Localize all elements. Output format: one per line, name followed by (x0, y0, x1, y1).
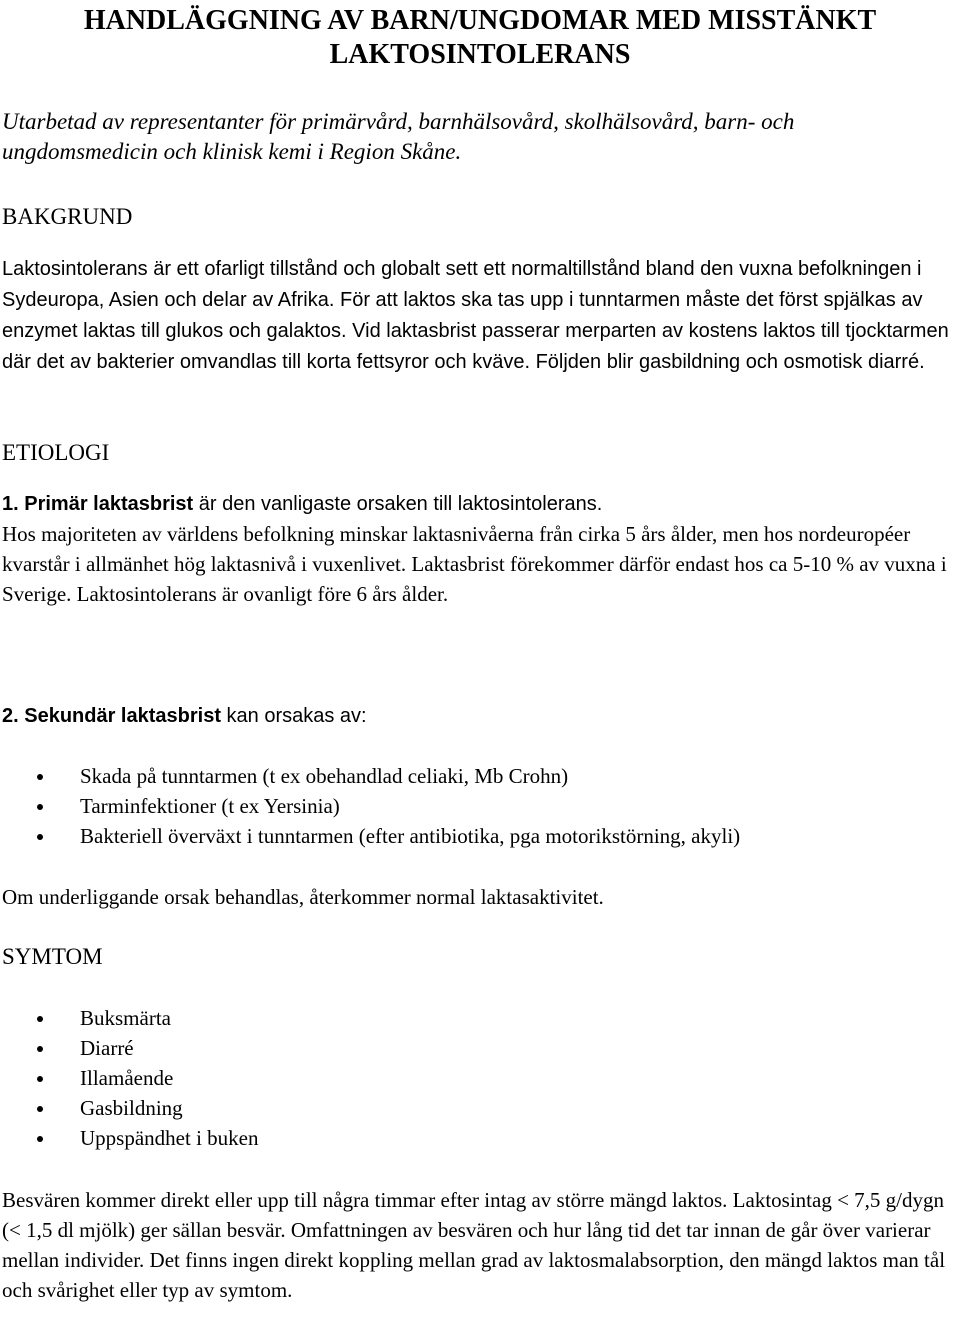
list-item (0, 761, 740, 791)
heading-symtom: SYMTOM (2, 944, 103, 969)
list-item (0, 1063, 258, 1093)
list-item (0, 1093, 258, 1123)
list-item-text: Gasbildning (80, 1096, 183, 1120)
bullet-icon (37, 1076, 43, 1082)
primary-deficiency-line (2, 489, 957, 519)
bullet-icon (37, 1046, 43, 1052)
list-item-text: Bakteriell överväxt i tunntarmen (efter antibiotika, pga motorikstörning, akyli) (80, 824, 741, 848)
list-item (0, 821, 740, 851)
primary-deficiency-rest: är den vanligaste orsaken till laktosintolerans. (193, 493, 603, 515)
document-subtitle: Utarbetad av representanter för primärvård, barnhälsovård, skolhälsovård, barn- och ungdomsmedicin och klinisk kemi i Region Skåne. (2, 109, 795, 164)
bakgrund-text: Laktosintolerans är ett ofarligt tillstånd och globalt sett ett normaltillstånd bland den vuxna befolkningen i Sydeuropa, Asien och delar av Afrika. För att laktos ska tas upp i tunntarmen måste det först spjälkas av enzymet laktas till glukos och galaktos. Vid laktasbrist passerar merparten av kostens laktos till tjocktarmen där det av bakterier omvandlas till korta fettsyror och kväve. Följden blir gasbildning och osmotisk diarré. (2, 258, 949, 373)
secondary-causes-list (0, 761, 740, 851)
list-item-text: Buksmärta (80, 1006, 171, 1030)
bullet-icon (37, 1016, 43, 1022)
primary-deficiency-label: 1. Primär laktasbrist (2, 493, 194, 515)
list-item (0, 1003, 258, 1033)
title-line-1: HANDLÄGGNING AV BARN/UNGDOMAR MED MISSTÄNKT (83, 5, 877, 36)
list-item-text: Illamående (80, 1066, 174, 1090)
secondary-deficiency-rest: kan orsakas av: (220, 705, 367, 727)
heading-bakgrund: BAKGRUND (2, 204, 133, 229)
list-item-text: Uppspändhet i buken (80, 1126, 259, 1150)
symptom-list (0, 1003, 258, 1153)
bullet-icon (37, 804, 43, 810)
list-item (0, 1123, 258, 1153)
symptom-text: Besvären kommer direkt eller upp till några timmar efter intag av större mängd laktos. Laktosintag < 7,5 g/dygn (< 1,5 dl mjölk) ger sällan besvär. Omfattningen av besvären och hur lång tid det tar innan de går över varierar mellan individer. Det finns ingen direkt koppling mellan grad av laktosmalabsorption, den mängd laktos man tål och svårighet eller typ av symtom. (2, 1188, 946, 1302)
bullet-icon (37, 1136, 43, 1142)
secondary-note: Om underliggande orsak behandlas, återkommer normal laktasaktivitet. (2, 885, 604, 909)
list-item (0, 1033, 258, 1063)
secondary-deficiency-label: 2. Sekundär laktasbrist (2, 705, 221, 727)
secondary-deficiency-line (2, 701, 957, 731)
list-item-text: Skada på tunntarmen (t ex obehandlad celiaki, Mb Crohn) (80, 764, 569, 788)
list-item-text: Tarminfektioner (t ex Yersinia) (80, 794, 340, 818)
heading-etiologi: ETIOLOGI (2, 440, 110, 465)
bullet-icon (37, 774, 43, 780)
bullet-icon (37, 834, 43, 840)
list-item-text: Diarré (80, 1036, 134, 1060)
title-line-2: LAKTOSINTOLERANS (329, 39, 631, 70)
list-item (0, 791, 740, 821)
bullet-icon (37, 1106, 43, 1112)
document-title (0, 4, 960, 72)
primary-deficiency-text: Hos majoriteten av världens befolkning minskar laktasnivåerna från cirka 5 års ålder, men hos nordeuropéer kvarstår i allmänhet hög laktasnivå i vuxenlivet. Laktasbrist förekommer därför endast hos ca 5-10 % av vuxna i Sverige. Laktosintolerans är ovanligt före 6 års ålder. (2, 522, 947, 606)
